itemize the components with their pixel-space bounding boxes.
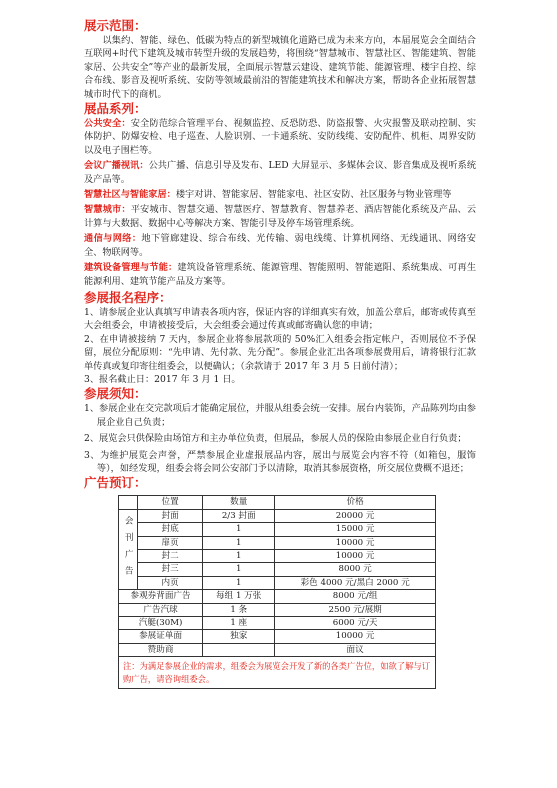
table-cell: 1 条	[203, 603, 275, 616]
ads-table	[118, 495, 436, 689]
ads-note: 注：为满足参展企业的需求，组委会为展览会开发了新的各类广告位，如欲了解与订购广告，请咨询组委会。	[119, 657, 436, 689]
table-cell: 20000 元	[275, 509, 436, 522]
series-list	[84, 117, 476, 288]
table-cell: 1	[203, 563, 275, 576]
series-text: 公共广播、信息引导及发布、LED 大屏显示、多媒体会议、影音集成及视听系统及产品等。	[84, 160, 477, 185]
series-item	[84, 117, 476, 157]
table-row	[119, 590, 436, 603]
table-cell: 参展证单面	[119, 630, 203, 643]
series-text: 安全防范综合管理平台、视频监控、反恐防恐、防盗报警、火灾报警及联动控制、实体防护、防爆安检、电子巡查、人脸识别、一卡通系统、安防线缆、安防配件、机柜、周界安防以及电子围栏等。	[84, 118, 477, 156]
table-cell: 2500 元/展期	[275, 603, 436, 616]
table-cell: 1	[203, 550, 275, 563]
table-cell: 15000 元	[275, 523, 436, 536]
table-cell: 8000 元/组	[275, 590, 436, 603]
notice-item: 1、参展企业在交完款项后才能确定展位，并服从组委会统一安排。展台内装饰，产品陈列均由参展企业自己负责；	[84, 403, 476, 428]
series-item	[84, 232, 476, 259]
registration-step: 2、在申请被接纳 7 天内，参展企业将参展款项的 50%汇入组委会指定帐户，否则展位不予保留，展位分配原则：“先申请、先付款、先分配”。参展企业汇出各项参展费用后，请将银行汇款单传真或复印寄往组委会，以便确认；（余款请于 2017 年 3 月 5 日前付清）；	[84, 333, 476, 372]
table-row	[119, 563, 436, 576]
table-cell: 封二	[138, 550, 203, 563]
series-text: 建筑设备管理系统、能源管理、智能照明、智能遮阳、系统集成、可再生能源利用、建筑节能产品及方案等。	[84, 262, 477, 287]
series-label: 智慧社区与智能家居：	[84, 189, 176, 201]
table-cell: 内页	[138, 576, 203, 589]
table-cell: 封面	[138, 509, 203, 522]
document-page	[84, 18, 476, 689]
notice-item: 3、为维护展览会声誉，严禁参展企业虚报展品内容，展出与展览会内容不符（如箱包，服饰等），如经发现，组委会将会同公安部门予以清除，取消其参展资格，所交展位费概不退还；	[84, 449, 476, 474]
column-header: 位置	[138, 496, 203, 509]
table-row	[119, 536, 436, 549]
ads-heading: 广告预订：	[84, 475, 147, 491]
table-cell: 6000 元/天	[275, 617, 436, 630]
series-text: 楼宇对讲、智能家居、智能家电、社区安防、社区服务与物业管理等	[175, 189, 452, 201]
table-row	[119, 643, 436, 656]
series-label: 公共安全：	[84, 118, 131, 130]
table-cell: 赞助商	[119, 643, 203, 656]
table-cell: 广告汽球	[119, 603, 203, 616]
table-cell: 封底	[138, 523, 203, 536]
table-cell: 10000 元	[275, 536, 436, 549]
table-row	[119, 617, 436, 630]
table-row	[119, 630, 436, 643]
series-heading: 展品系列：	[84, 101, 147, 117]
table-cell	[203, 643, 275, 656]
table-cell: 独家	[203, 630, 275, 643]
table-row	[119, 550, 436, 563]
table-row	[119, 576, 436, 589]
notice-heading: 参展须知：	[84, 386, 147, 402]
series-text: 平安城市、智慧交通、智慧医疗、智慧教育、智慧养老、酒店智能化系统及产品、云计算与大数据、数据中心等解决方案、智能引导及停车场管理系统。	[84, 204, 477, 229]
table-cell: 彩色 4000 元/黑白 2000 元	[275, 576, 436, 589]
table-cell: 10000 元	[275, 630, 436, 643]
series-item	[84, 261, 476, 288]
table-cell: 参观券背面广告	[119, 590, 203, 603]
table-header-spacer	[119, 496, 138, 509]
scope-heading: 展示范围：	[84, 18, 147, 33]
table-cell: 2/3 封面	[203, 509, 275, 522]
table-header-row	[119, 496, 436, 509]
table-cell: 10000 元	[275, 550, 436, 563]
registration-step: 3、报名截止日：2017 年 3 月 1 日。	[84, 373, 241, 385]
notice-item: 2、展览会只供保险由场馆方和主办单位负责，但展品，参展人员的保险由参展企业自行负责；	[84, 433, 467, 445]
series-label: 通信与网络：	[84, 233, 142, 245]
group-label: 会刊广告	[119, 509, 138, 589]
series-item	[84, 159, 476, 186]
table-note-row	[119, 657, 436, 689]
table-cell: 8000 元	[275, 563, 436, 576]
registration-heading: 参展报名程序：	[84, 289, 172, 305]
table-cell: 汽艇(30M)	[119, 617, 203, 630]
column-header: 数量	[203, 496, 275, 509]
series-label: 建筑设备管理与节能：	[84, 262, 178, 274]
table-cell: 扉页	[138, 536, 203, 549]
table-cell: 1	[203, 523, 275, 536]
series-label: 会议广播视讯：	[84, 160, 149, 172]
series-text: 地下管廊建设、综合布线、光传输、弱电线缆、计算机网络、无线通讯、网络安全、物联网等。	[84, 233, 476, 258]
table-cell: 封三	[138, 563, 203, 576]
series-item	[84, 188, 476, 201]
table-row	[119, 603, 436, 616]
table-cell: 1 座	[203, 617, 275, 630]
scope-paragraph: 以集约、智能、绿色、低碳为特点的新型城镇化道路已成为未来方向，本届展览会全面结合互联网+时代下建筑及城市转型升级的发展趋势，将围绕“智慧城市、智慧社区、智能建筑、智能家居、公共安全”等产业的最新发展，全面展示智慧云建设、建筑节能、能源管理、楼宇自控、综合布线、影音及视听系统、安防等领域最前沿的智能建筑技术和解决方案，帮助各企业拓展智慧城市时代下的商机。	[84, 35, 476, 100]
table-cell: 1	[203, 536, 275, 549]
series-item	[84, 203, 476, 230]
column-header: 价格	[275, 496, 436, 509]
series-label: 智慧城市：	[84, 204, 131, 216]
table-row	[119, 523, 436, 536]
table-cell: 面议	[275, 643, 436, 656]
registration-step: 1、请参展企业认真填写申请表各项内容，保证内容的详细真实有效，加盖公章后，邮寄或传真至大会组委会，申请被接受后，大会组委会通过传真或邮寄确认您的申请；	[84, 306, 476, 332]
table-cell: 1	[203, 576, 275, 589]
table-cell: 每组 1 万张	[203, 590, 275, 603]
table-row	[119, 509, 436, 522]
